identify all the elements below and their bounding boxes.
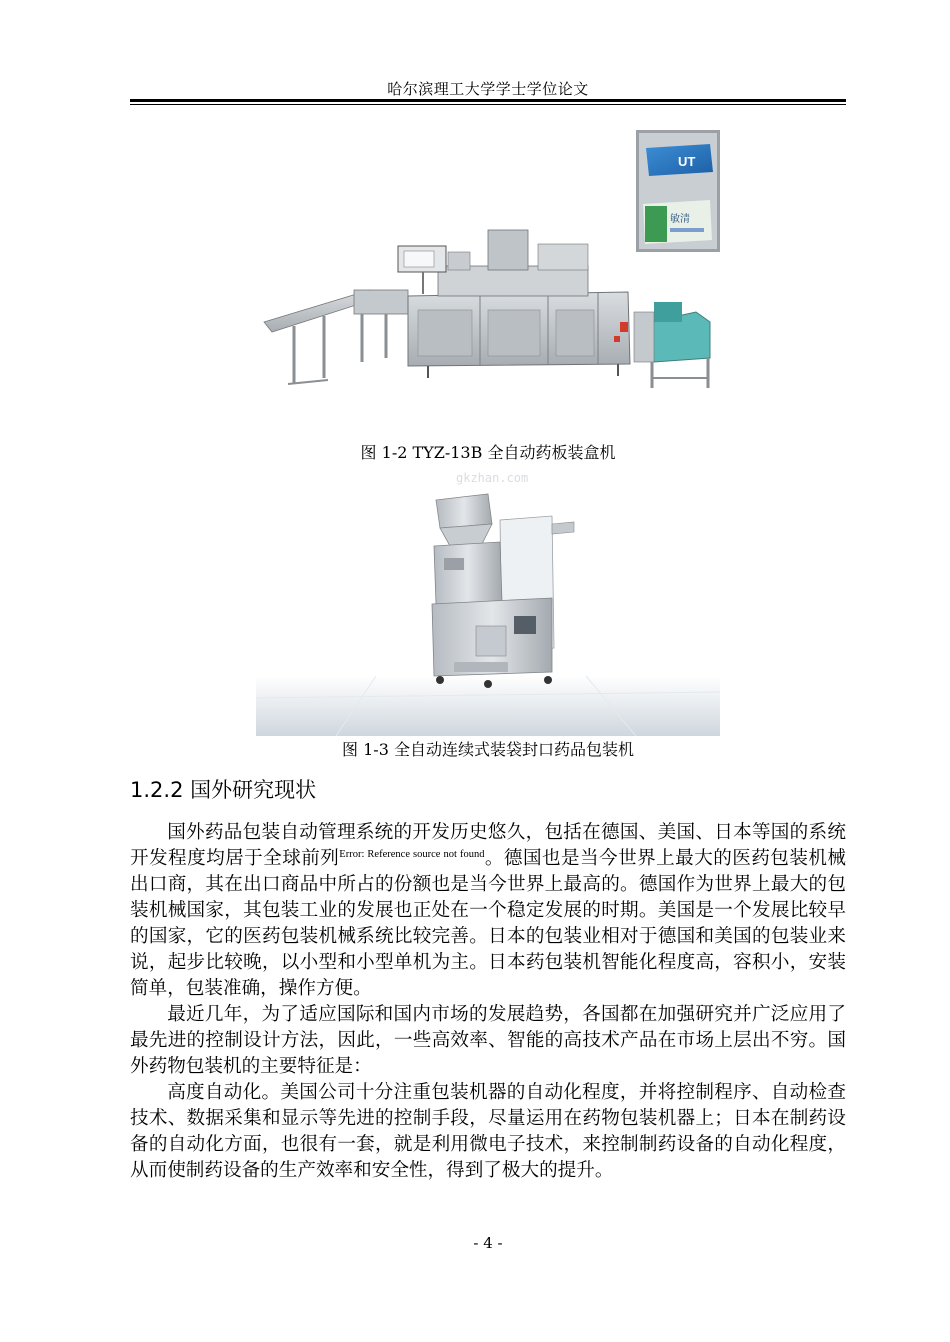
medicine-box-top — [646, 144, 713, 176]
paragraph-1: 国外药品包装自动管理系统的开发历史悠久，包括在德国、美国、日本等国的系统开发程度均居于全球前列$^{Error: Reference source not found}$。德国也是当今世界上最大的医药包装机械出口商，其在出口商品中所占的份额也是当今世界上最高的。德国作为世界上最大的包装机械国家，其包装工业的发展也正处在一个稳定发展的时期。美国是一个发展比较早的国家，它的医药包装机械系统比较完善。日本的包装业相对于德国和美国的包装业来说，起步比较晚，以小型和小型单机为主。日本药包装机智能化程度高，容积小，安装简单，包装准确，操作方便。 — [130, 822, 846, 999]
medicine-box-bottom — [643, 200, 712, 244]
figure-caption-1-3: 图 1-3 全自动连续式装袋封口药品包装机 — [342, 740, 634, 759]
svg-text:敏清: 敏清 — [670, 214, 690, 225]
figure-caption-1-2: 图 1-2 TYZ-13B 全自动药板装盒机 — [360, 443, 616, 462]
paragraph-3: 高度自动化。美国公司十分注重包装机器的自动化程度，并将控制程序、自动检查技术、数据采集和显示等先进的控制手段，尽量运用在药物包装机器上；日本在制药设备的自动化方面，也很有一套，就是利用微电子技术，来控制制药设备的自动化程度，从而使制药设备的生产效率和安全性，得到了极大的提升。 — [130, 1082, 846, 1181]
reference-error: Error: Reference source not found — [339, 849, 485, 860]
paragraph-2: 最近几年，为了适应国际和国内市场的发展趋势，各国都在加强研究并广泛应用了最先进的控制设计方法，因此，一些高效率、智能的高技术产品在市场上层出不穷。国外药物包装机的主要特征是： — [130, 1004, 846, 1077]
body-text — [130, 820, 846, 1184]
running-header: 哈尔滨理工大学学士学位论文 — [387, 80, 589, 98]
bag-packing-machine-photo — [256, 466, 720, 736]
header-rule-thin — [130, 104, 846, 105]
svg-text:UT: UT — [678, 154, 696, 169]
cartoning-machine-photo — [258, 126, 720, 394]
svg-text:gkzhan.com: gkzhan.com — [456, 471, 529, 485]
header-rule-thick — [130, 99, 846, 102]
section-heading: 1.2.2 国外研究现状 — [130, 778, 317, 802]
page-number: - 4 - — [473, 1234, 503, 1252]
